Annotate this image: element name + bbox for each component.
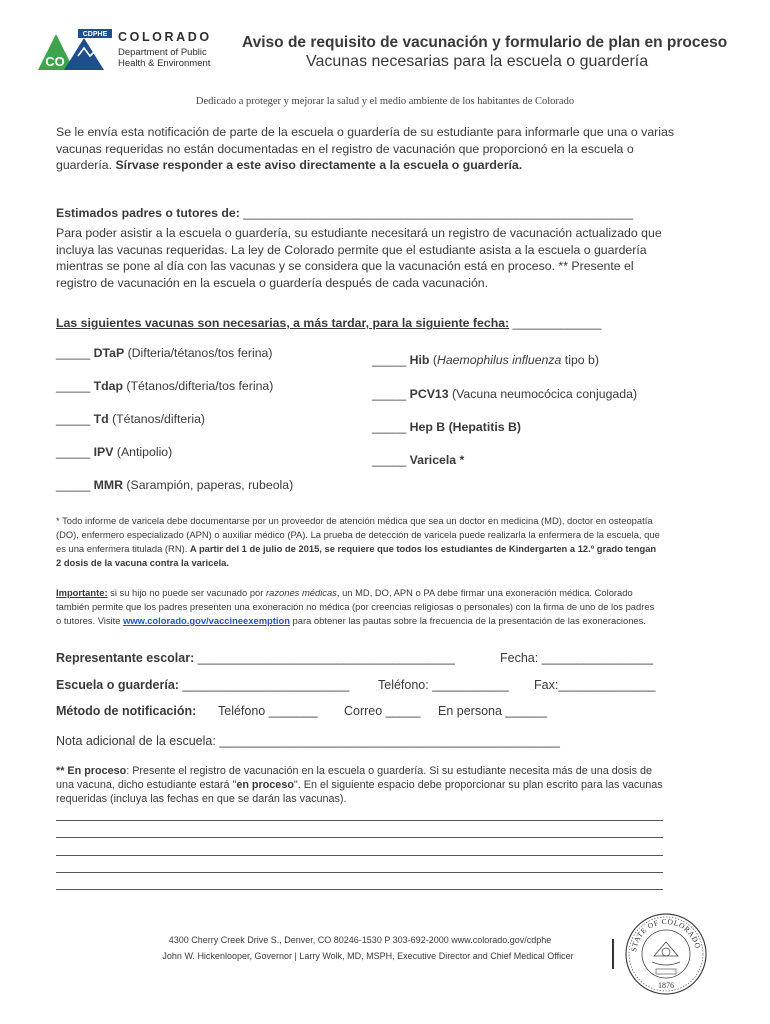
page-title: Aviso de requisito de vacunación y formulario de plan en proceso bbox=[242, 34, 728, 51]
school-note-field: Nota adicional de la escuela: _________________________________________________ bbox=[56, 734, 560, 748]
tagline: Dedicado a proteger y mejorar la salud y el medio ambiente de los habitantes de Colorado bbox=[195, 96, 575, 107]
vaccine-item-td: _____ Td (Tétanos/difteria) bbox=[56, 412, 206, 426]
dept-line-1: Department of Public bbox=[118, 47, 207, 58]
greeting-blank[interactable]: _________________________________________________________ bbox=[243, 206, 634, 220]
dept-line-2: Health & Environment bbox=[118, 58, 211, 69]
vaccine-item-ipv: _____ IPV (Antipolio) bbox=[56, 445, 173, 459]
fax-blank[interactable]: ______________ bbox=[558, 678, 656, 692]
school-rep-field: Representante escolar: _____________________________________ bbox=[56, 651, 455, 665]
phone-field: Teléfono: ___________ bbox=[378, 678, 509, 692]
brand-block bbox=[118, 30, 212, 69]
plan-line-5[interactable] bbox=[56, 889, 663, 890]
state-seal-icon bbox=[624, 912, 708, 996]
plan-line-3[interactable] bbox=[56, 855, 663, 856]
svg-text:CO: CO bbox=[45, 54, 65, 69]
required-by-date-line: Las siguientes vacunas son necesarias, a más tardar, para la siguiente fecha: _____________ bbox=[56, 316, 602, 330]
exemption-link[interactable]: www.colorado.gov/vaccineexemption bbox=[123, 615, 290, 626]
vaccine-item-pcv13: _____ PCV13 (Vacuna neumocócica conjugada) bbox=[372, 387, 638, 401]
school-note-blank[interactable]: _________________________________________________ bbox=[219, 734, 560, 748]
school-name-blank[interactable]: ________________________ bbox=[182, 678, 350, 692]
plan-line-4[interactable] bbox=[56, 872, 663, 873]
required-date-blank[interactable]: _____________ bbox=[512, 316, 602, 330]
footer-divider bbox=[612, 939, 614, 969]
method-option-mail[interactable]: Correo _____ bbox=[344, 704, 421, 718]
intro-paragraph: Se le envía esta notificación de parte de la escuela o guardería de su estudiante para informarle que una o varias vacunas requeridas no están documentadas en el registro de vacunación que proporcionó en la escuela o guardería. Sírvase responder a este aviso directamente a la escuela o guardería. bbox=[56, 125, 674, 173]
date-field: Fecha: ________________ bbox=[500, 651, 653, 665]
footer-officials: John W. Hickenlooper, Governor | Larry Wolk, MD, MSPH, Executive Director and Chief Medical Officer bbox=[162, 951, 574, 961]
school-rep-blank[interactable]: _____________________________________ bbox=[197, 651, 455, 665]
date-blank[interactable]: ________________ bbox=[541, 651, 653, 665]
page-subtitle: Vacunas necesarias para la escuela o guardería bbox=[306, 53, 649, 70]
svg-text:STATE OF COLORADO: STATE OF COLORADO bbox=[629, 916, 703, 953]
vaccine-item-hib: _____ Hib (Haemophilus influenza tipo b) bbox=[372, 353, 599, 367]
phone-blank[interactable]: ___________ bbox=[432, 678, 509, 692]
vaccine-item-tdap: _____ Tdap (Tétanos/difteria/tos ferina) bbox=[56, 379, 274, 393]
vaccine-item-varicela: _____ Varicela * bbox=[372, 453, 465, 467]
important-note: Importante: si su hijo no puede ser vacunado por razones médicas, un MD, DO, APN o PA debe firmar una exoneración médica. Colorado también permite que los padres presenten una exoneración no médica (por creencias religiosas o personales) con la firma de uno de los padres o tutores. Visite www.colorado.gov/vaccineexemption para obtener las pautas sobre la frecuencia de la presentación de las exoneraciones. bbox=[56, 587, 655, 626]
greeting-line: Estimados padres o tutores de: _________________________________________________________ bbox=[56, 206, 634, 220]
method-option-phone[interactable]: Teléfono _______ bbox=[218, 704, 318, 718]
vaccine-item-hepb: _____ Hep B (Hepatitis B) bbox=[372, 420, 521, 434]
vaccine-item-mmr: _____ MMR (Sarampión, paperas, rubeola) bbox=[56, 478, 294, 492]
svg-text:CDPHE: CDPHE bbox=[82, 31, 108, 39]
school-name-field: Escuela o guardería: ________________________ bbox=[56, 678, 350, 692]
plan-line-2[interactable] bbox=[56, 837, 663, 838]
method-option-in-person[interactable]: En persona ______ bbox=[438, 704, 548, 718]
plan-line-1[interactable] bbox=[56, 820, 663, 821]
brand-wordmark: COLORADO bbox=[118, 30, 212, 44]
intro-bold: Sírvase responder a este aviso directamente a la escuela o guardería. bbox=[115, 158, 523, 173]
footer-address: 4300 Cherry Creek Drive S., Denver, CO 80246-1530 P 303-692-2000 www.colorado.gov/cdphe bbox=[168, 935, 552, 945]
varicella-note: * Todo informe de varicela debe documentarse por un proveedor de atención médica que sea un doctor en medicina (MD), doctor en osteopatía (DO), enfermero especializado (APN) o auxiliar médico (PA). La prueba de detección de varicela puede realizarla la enfermera de la escuela, que es una enfermera titulada (RN). A partir del 1 de julio de 2015, se requiere que todos los estudiantes de Kindergarten a 12.º grado tengan 2 dosis de la vacuna contra la varicela. bbox=[56, 515, 660, 568]
vaccine-item-dtap: _____ DTaP (Difteria/tétanos/tos ferina) bbox=[56, 346, 273, 360]
notification-method-field: Método de notificación: bbox=[56, 704, 197, 718]
svg-text:1876: 1876 bbox=[658, 981, 674, 990]
cdphe-logo bbox=[38, 28, 114, 72]
fax-field: Fax:______________ bbox=[534, 678, 656, 692]
body-paragraph: Para poder asistir a la escuela o guardería, su estudiante necesitará un registro de vacunación actualizado que incluya las vacunas requeridas. La ley de Colorado permite que el estudiante asista a la escuela o guardería mientras se pone al día con las vacunas y se considera que la vacunación está en proceso. ** Presente el registro de vacunación en la escuela o guardería después de cada vacunación. bbox=[56, 226, 662, 290]
in-process-note: ** En proceso: Presente el registro de vacunación en la escuela o guardería. Si su estudiante necesita más de una dosis de una vacuna, dicho estudiante estará "en proceso". En el siguiente espacio debe proporcionar su plan escrito para las vacunas requeridas (incluya las fechas en que se darán las vacunas). bbox=[56, 765, 663, 805]
